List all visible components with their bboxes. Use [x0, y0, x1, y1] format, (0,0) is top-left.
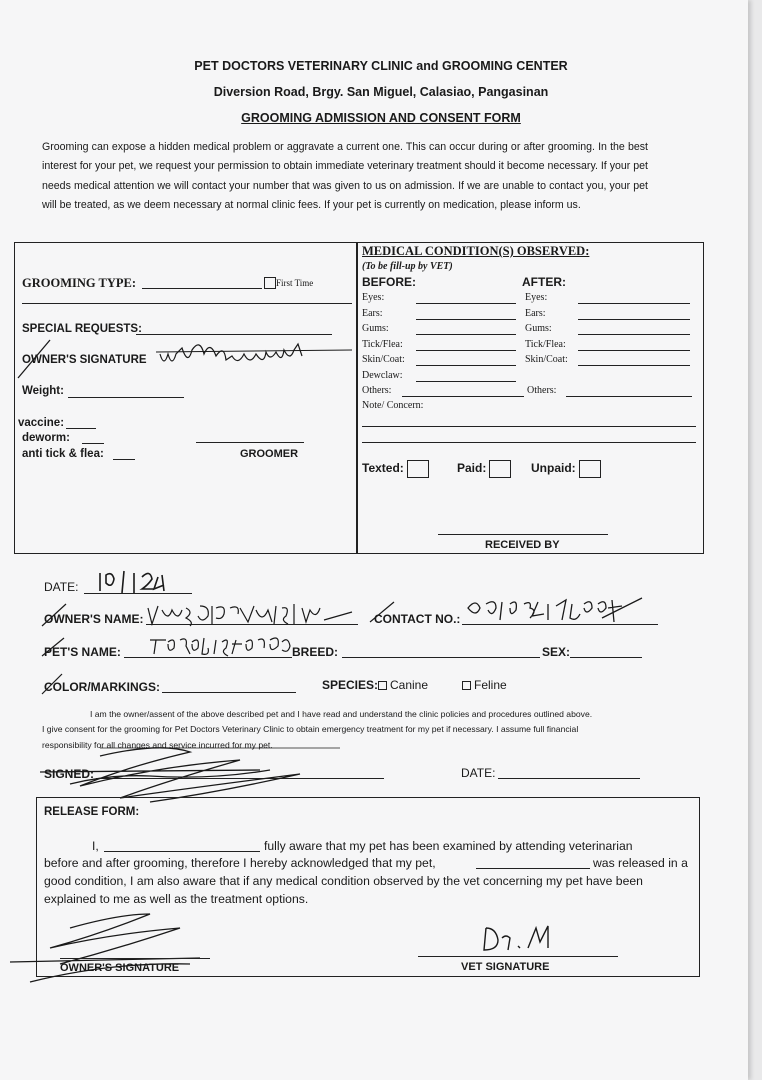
before-field-line[interactable] — [416, 350, 516, 351]
after-field-label: Skin/Coat: — [525, 354, 568, 365]
signed-label: SIGNED: — [44, 767, 95, 781]
contact-handwriting — [362, 594, 662, 628]
before-field-line[interactable] — [416, 303, 516, 304]
after-label: AFTER: — [522, 275, 566, 289]
release-i: I, — [92, 839, 99, 853]
after-field-line[interactable] — [566, 396, 692, 397]
owner-name-label: OWNER'S NAME: — [44, 612, 144, 626]
texted-checkbox[interactable] — [407, 460, 429, 478]
release-owner-signature-handwriting — [0, 908, 240, 988]
signed-date-line[interactable] — [498, 778, 640, 779]
first-time-checkbox[interactable] — [264, 277, 276, 289]
owner-name-handwriting — [40, 598, 370, 630]
color-strike-mark — [40, 670, 70, 698]
note-line-2[interactable] — [362, 442, 696, 443]
date-value — [98, 574, 101, 575]
after-field-line[interactable] — [578, 365, 690, 366]
after-field-label: Eyes: — [525, 292, 548, 303]
color-markings-line[interactable] — [162, 692, 296, 693]
weight-line[interactable] — [68, 397, 184, 398]
release-para4: explained to me as well as the treatment options. — [44, 892, 309, 906]
after-field-label: Gums: — [525, 323, 552, 334]
clinic-name: PET DOCTORS VETERINARY CLINIC and GROOMING CENTER — [194, 59, 568, 73]
date-label: DATE: — [44, 580, 79, 594]
after-field-line[interactable] — [578, 319, 690, 320]
anti-tick-label: anti tick & flea: — [22, 448, 104, 460]
grooming-type-line-2[interactable] — [22, 303, 352, 304]
before-field-label: Skin/Coat: — [362, 354, 405, 365]
signed-date-label: DATE: — [461, 766, 496, 780]
groomer-line[interactable] — [196, 442, 304, 443]
anti-tick-line[interactable] — [113, 459, 135, 460]
color-markings-label: COLOR/MARKINGS: — [44, 680, 160, 694]
before-field-label: Gums: — [362, 323, 389, 334]
owner-signature-label: OWNER'S SIGNATURE — [22, 354, 147, 366]
first-time-label: First Time — [276, 278, 314, 288]
species-label: SPECIES: — [322, 678, 379, 692]
release-para1: fully aware that my pet has been examined by attending veterinarian — [264, 839, 633, 853]
sex-label: SEX: — [542, 645, 571, 659]
deworm-line[interactable] — [82, 443, 104, 444]
note-line-1[interactable] — [362, 426, 696, 427]
feline-label: Feline — [474, 678, 507, 692]
release-para2-end: was released in a — [593, 856, 688, 870]
texted-text: Texted: — [362, 461, 404, 476]
vet-signature-handwriting — [478, 922, 558, 956]
after-field-line[interactable] — [578, 334, 690, 335]
before-field-label: Eyes: — [362, 292, 385, 303]
paid-text: Paid: — [457, 461, 487, 476]
received-by-line[interactable] — [438, 534, 608, 535]
paid-checkbox[interactable] — [489, 460, 511, 478]
after-field-label: Ears: — [525, 307, 546, 319]
release-owner-signature-line[interactable] — [60, 958, 210, 959]
paid-label — [457, 460, 511, 478]
received-by-label: RECEIVED BY — [485, 539, 560, 551]
before-field-line[interactable] — [402, 396, 524, 397]
release-owner-signature-label: OWNER'S SIGNATURE — [60, 962, 180, 974]
unpaid-checkbox[interactable] — [579, 460, 601, 478]
after-field-label: Tick/Flea: — [525, 338, 566, 350]
before-field-line[interactable] — [416, 381, 516, 382]
intro-paragraph: Grooming can expose a hidden medical problem or aggravate a current one. This can occur during or after grooming. In the best interest for your pet, we request your permission to obtain immediate veterinary treatment should it become necessary. If your pet needs medical attention we will contact your number that was given to us on admission. If we are unable to contact you, your pet will be treated, as we deem necessary at normal clinic fees. If your pet is currently on medication, please inform us. — [42, 141, 648, 211]
medical-title: MEDICAL CONDITION(S) OBSERVED: — [362, 244, 590, 258]
breed-line[interactable] — [342, 657, 540, 658]
after-field-line[interactable] — [578, 350, 690, 351]
release-pet-line[interactable] — [476, 868, 590, 869]
feline-checkbox[interactable] — [462, 681, 471, 690]
breed-label: BREED: — [292, 645, 339, 659]
deworm-label: deworm: — [22, 432, 70, 444]
vet-signature-line[interactable] — [418, 956, 618, 957]
consent-line-2: I give consent for the grooming for Pet Doctors Veterinary Clinic to obtain emergency treatment for my pet if necessary. I assume full financial — [42, 724, 579, 734]
unpaid-label — [531, 460, 601, 478]
pet-name-handwriting — [40, 630, 300, 662]
release-para2: before and after grooming, therefore I hereby acknowledged that my pet, — [44, 856, 436, 870]
contact-label: CONTACT NO.: — [374, 612, 461, 626]
canine-checkbox[interactable] — [378, 681, 387, 690]
vet-signature-label: VET SIGNATURE — [461, 961, 550, 973]
before-field-label: Ears: — [362, 307, 383, 319]
special-requests-label: SPECIAL REQUESTS: — [22, 323, 142, 335]
before-field-line[interactable] — [416, 334, 516, 335]
form-title: GROOMING ADMISSION AND CONSENT FORM — [241, 111, 521, 125]
release-name-line[interactable] — [104, 851, 260, 852]
before-label: BEFORE: — [362, 275, 416, 289]
after-field-line[interactable] — [578, 303, 690, 304]
before-field-label: Others: — [362, 385, 392, 396]
after-field-label: Others: — [527, 385, 557, 396]
canine-label: Canine — [390, 678, 429, 692]
vet-signature-value — [480, 930, 482, 931]
consent-line-3: responsibility for all changes and service incurred for my pet. — [42, 740, 273, 750]
release-title: RELEASE FORM: — [44, 806, 140, 818]
consent-line-1: I am the owner/assent of the above described pet and I have read and understand the clinic policies and procedures outlined above. — [90, 709, 593, 719]
grooming-type-label: GROOMING TYPE: — [22, 276, 137, 290]
before-field-label: Tick/Flea: — [362, 338, 403, 350]
weight-label: Weight: — [22, 385, 64, 397]
vaccine-label: vaccine: — [18, 417, 65, 429]
vaccine-line[interactable] — [66, 428, 96, 429]
groomer-label: GROOMER — [240, 448, 299, 460]
date-handwriting — [96, 569, 186, 595]
note-label: Note/ Concern: — [362, 400, 424, 411]
release-para3: good condition, I am also aware that if any medical condition observed by the vet concerning my pet have been — [44, 874, 643, 888]
before-field-line[interactable] — [416, 365, 516, 366]
clinic-address: Diversion Road, Brgy. San Miguel, Calasiao, Pangasinan — [213, 85, 549, 99]
grooming-type-line[interactable] — [142, 288, 262, 289]
texted-label — [362, 460, 429, 478]
pet-name-label: PET'S NAME: — [44, 645, 121, 659]
before-field-label: Dewclaw: — [362, 369, 403, 381]
owner-signature-handwriting — [12, 334, 356, 382]
medical-subtitle: (To be fill-up by VET) — [362, 261, 453, 272]
unpaid-text: Unpaid: — [531, 461, 576, 476]
before-field-line[interactable] — [416, 319, 516, 320]
sex-line[interactable] — [570, 657, 642, 658]
